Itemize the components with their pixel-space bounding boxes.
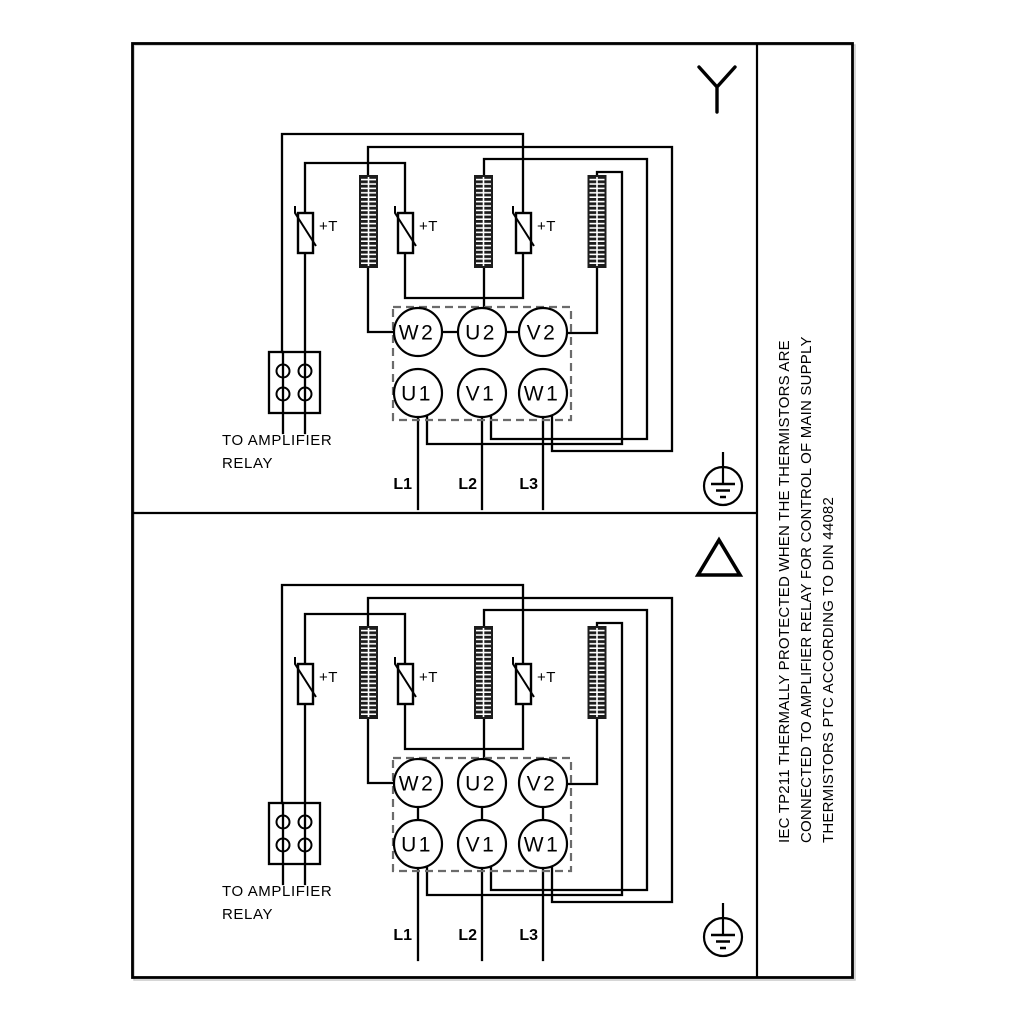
note-text <box>776 336 837 843</box>
delta-connection-icon <box>698 540 740 575</box>
note-line-3: THERMISTORS PTC ACCORDING TO DIN 44082 <box>820 496 837 843</box>
star-connection-icon <box>699 67 735 112</box>
note-line-1: IEC TP211 THERMALLY PROTECTED WHEN THE THERMISTORS ARE <box>776 340 793 843</box>
note-line-2: CONNECTED TO AMPLIFIER RELAY FOR CONTROL OF MAIN SUPPLY <box>798 336 815 843</box>
delta-bridge-links <box>418 807 543 820</box>
panel-star <box>222 67 742 509</box>
panel-delta <box>222 540 742 960</box>
